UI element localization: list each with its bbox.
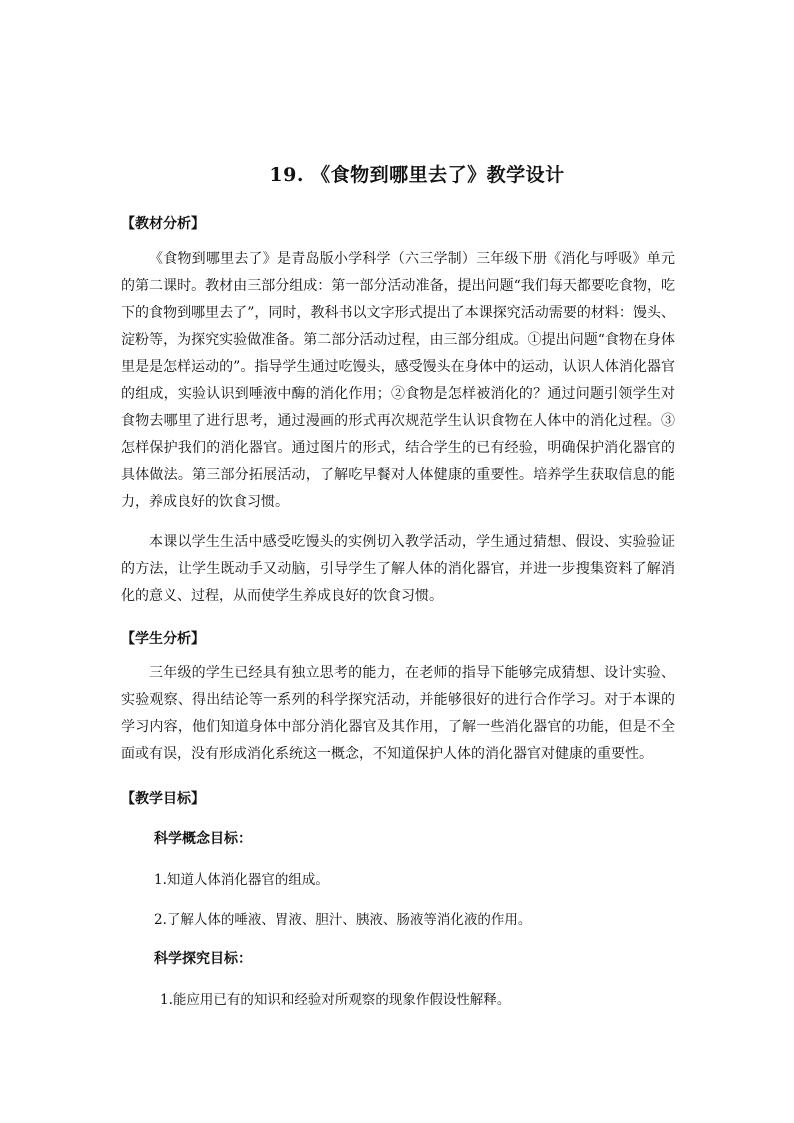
section-heading-goals: 【教学目标】 — [121, 791, 205, 807]
textbook-paragraph-2: 本课以学生生活中感受吃馒头的实例切入教学活动，学生通过猜想、假设、实验验证的方法，让学生既动手又动脑，引导学生了解人体的消化器官，并进一步搜集资料了解消化的意义、过程，从而使学生养成良好的饮食习惯。 — [121, 534, 675, 604]
textbook-paragraph-1: 《食物到哪里去了》是青岛版小学科学（六三学制）三年级下册《消化与呼吸》单元的第二课时。教材由三部分组成：第一部分活动准备，提出问题“我们每天都要吃食物，吃下的食物到哪里去了”，同时，教科书以文字形式提出了本课探究活动需要的材料：馒头、淀粉等，为探究实验做准备。第二部分活动过程，由三部分组成。①提出问题“食物在身体里是是怎样运动的”。指导学生通过吃馒头，感受馒头在身体中的运动，认识人体消化器官的组成，实验认识到唾液中酶的消化作用；②食物是怎样被消化的？通过问题引领学生对食物去哪里了进行思考，通过漫画的形式再次规范学生认识食物在人体中的消化过程。③怎样保护我们的消化器官。通过图片的形式，结合学生的已有经验，明确保护消化器官的具体做法。第三部分拓展活动，了解吃早餐对人体健康的重要性。培养学生获取信息的能力，养成良好的饮食习惯。 — [121, 251, 675, 510]
goals-concept-subheading: 科学概念目标： — [154, 831, 252, 847]
section-heading-students: 【学生分析】 — [121, 631, 205, 647]
section-heading-textbook: 【教材分析】 — [121, 216, 205, 232]
goals-concept-item-1: 1.知道人体消化器官的组成。 — [154, 872, 329, 888]
goals-inquiry-subheading: 科学探究目标： — [154, 951, 252, 967]
goals-inquiry-item-1: 1.能应用已有的知识和经验对所观察的现象作假设性解释。 — [160, 992, 511, 1008]
page-title: 19. 《食物到哪里去了》教学设计 — [269, 164, 565, 186]
students-paragraph-1: 三年级的学生已经具有独立思考的能力，在老师的指导下能够完成猜想、设计实验、实验观察、得出结论等一系列的科学探究活动，并能够很好的进行合作学习。对于本课的学习内容，他们知道身体中部分消化器官及其作用，了解一些消化器官的功能，但是不全面或有误，没有形成消化系统这一概念，不知道保护人体的消化器官对健康的重要性。 — [121, 665, 675, 762]
goals-concept-item-2: 2.了解人体的唾液、胃液、胆汁、胰液、肠液等消化液的作用。 — [154, 912, 532, 928]
